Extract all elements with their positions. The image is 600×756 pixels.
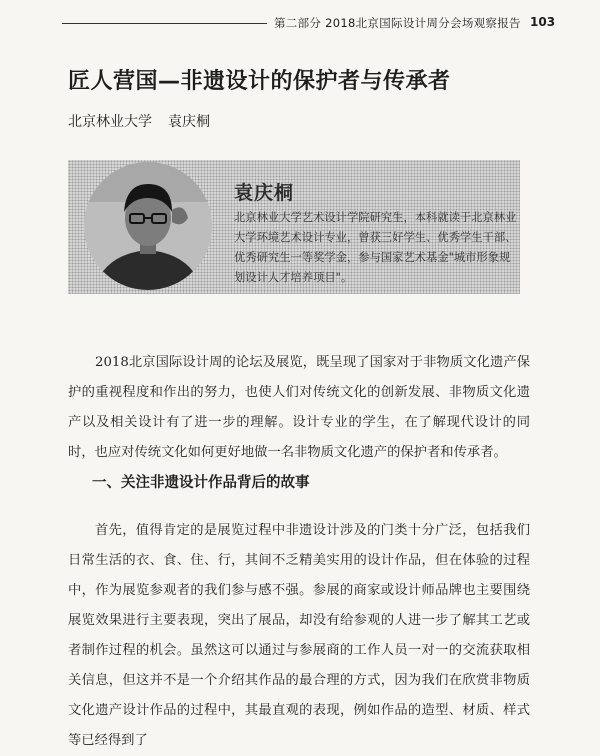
- body-paragraph-1: 2018北京国际设计周的论坛及展览，既呈现了国家对于非物质文化遗产保护的重视程度和作出的努力，也使人们对传统文化的创新发展、非物质文化遗产以及相关设计有了进一步的理解。设计专业的学生，在了解现代设计的同时，也应对传统文化如何更好地做一名非物质文化遗产的保护者和传承者。: [68, 355, 530, 460]
- profile-bio: 北京林业大学艺术设计学院研究生，本科就读于北京林业大学环境艺术设计专业，曾获三好学生、优秀学生干部、优秀研究生一等奖学金，参与国家艺术基金"城市形象规划设计人才培养项目"。: [234, 211, 517, 284]
- author-name: 袁庆桐: [168, 114, 210, 130]
- section-heading-1: 一、关注非遗设计作品背后的故事: [92, 475, 310, 491]
- profile-name: 袁庆桐: [234, 182, 295, 204]
- page-number: 103: [530, 15, 556, 29]
- portrait-icon: [84, 162, 212, 290]
- running-head-rule: [62, 23, 267, 24]
- author-portrait-photo: [84, 162, 212, 290]
- running-head: [0, 10, 600, 36]
- author-profile-box: [68, 160, 520, 294]
- byline: [68, 111, 210, 131]
- author-affiliation: 北京林业大学: [68, 114, 152, 130]
- body-paragraph-2: 首先，值得肯定的是展览过程中非遗设计涉及的门类十分广泛，包括我们日常生活的衣、食、住、行，其间不乏精美实用的设计作品，但在体验的过程中，作为展览参观者的我们参与感不强。参展的商家或设计师品牌也主要围绕展览效果进行主要表现，突出了展品，却没有给参观的人进一步了解其工艺或者制作过程的机会。虽然这可以通过与参展商的工作人员一对一的交流获取相关信息，但这并不是一个介绍其作品的最合理的方式，因为我们在欣赏非物质文化遗产设计作品的过程中，其最直观的表现，例如作品的造型、材质、样式等已经得到了: [68, 523, 530, 748]
- article-title: 匠人营国—非遗设计的保护者与传承者: [68, 69, 451, 94]
- running-head-text: 第二部分 2018北京国际设计周分会场观察报告: [274, 16, 521, 30]
